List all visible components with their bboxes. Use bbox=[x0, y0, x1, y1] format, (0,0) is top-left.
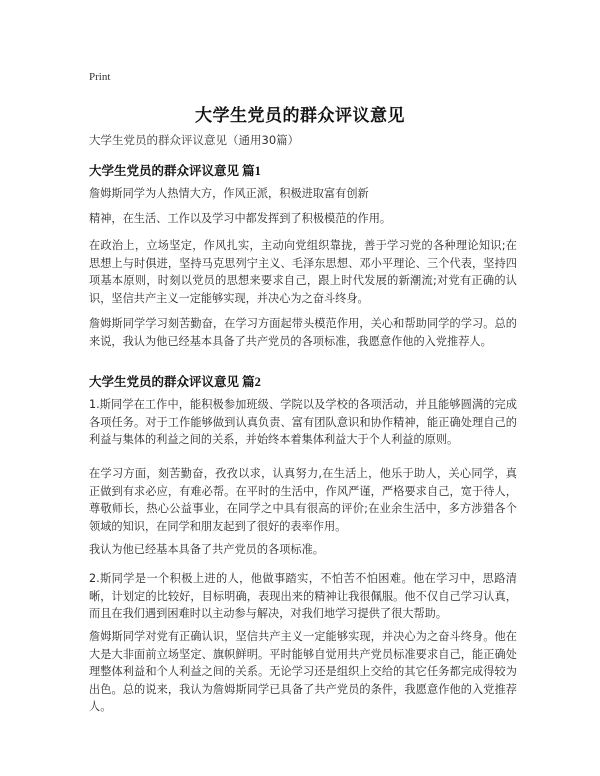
print-link[interactable]: Print bbox=[89, 71, 111, 83]
section-2-paragraph-3: 我认为他已经基本具备了共产党员的各项标准。 bbox=[89, 543, 324, 556]
section-1-paragraph-4: 詹姆斯同学学习刻苦勤奋，在学习方面起带头模范作用，关心和帮助同学的学习。总的来说，我认为他已经基本具备了共产党员的各项标准，我愿意作他的入党推荐人。 bbox=[89, 317, 517, 348]
document-subtitle: 大学生党员的群众评议意见（通用30篇） bbox=[89, 133, 300, 147]
section-heading-1: 大学生党员的群众评议意见 篇1 bbox=[89, 164, 261, 178]
section-1-paragraph-2: 精神，在生活、工作以及学习中都发挥到了积极模范的作用。 bbox=[89, 212, 392, 225]
section-1-paragraph-3: 在政治上，立场坚定，作风扎实，主动向党组织靠拢，善于学习党的各种理论知识;在思想上与时俱进，坚持马克思列宁主义、毛泽东思想、邓小平理论、三个代表，坚持四项基本原则，时刻以党员的思想来要求自己，跟上时代发展的新潮流;对党有正确的认识，坚信共产主义一定能够实现，并决心为之奋斗终身。 bbox=[89, 239, 517, 305]
section-2-paragraph-1: 1.斯同学在工作中，能积极参加班级、学院以及学校的各项活动，并且能够圆满的完成各项任务。对于工作能够做到认真负责、富有团队意识和协作精神，能正确处理自己的利益与集体的利益之间的关系，并始终本着集体利益大于个人利益的原则。 bbox=[89, 398, 517, 446]
section-2-paragraph-4: 2.斯同学是一个积极上进的人，他做事踏实，不怕苦不怕困难。他在学习中，思路清晰，计划定的比较好，目标明确，表现出来的精神让我很佩服。他不仅自己学习认真，而且在我们遇到困难时以主动参与解决，对我们地学习提供了很大帮助。 bbox=[89, 572, 517, 620]
section-heading-2: 大学生党员的群众评议意见 篇2 bbox=[89, 375, 261, 389]
section-2-paragraph-2: 在学习方面，刻苦勤奋，孜孜以求，认真努力,在生活上，他乐于助人，关心同学，真正做到有求必应，有难必帮。在平时的生活中，作风严谨，严格要求自己，宽于待人，尊敬师长，热心公益事业，在同学之中具有很高的评价;在业余生活中，多方涉猎各个领域的知识，在同学和朋友起到了很好的表率作用。 bbox=[89, 467, 517, 533]
page-title: 大学生党员的群众评议意见 bbox=[195, 106, 405, 126]
section-1-paragraph-1: 詹姆斯同学为人热情大方，作风正派，积极进取富有创新 bbox=[89, 187, 369, 200]
section-2-paragraph-5: 詹姆斯同学对党有正确认识，坚信共产主义一定能够实现，并决心为之奋斗终身。他在大是大非面前立场坚定、旗帜鲜明。平时能够自觉用共产党员标准要求自己，能正确处理整体利益和个人利益之间的关系。无论学习还是组织上交给的其它任务都完成得较为出色。总的说来，我认为詹姆斯同学已具备了共产党员的条件，我愿意作他的入党推荐人。 bbox=[89, 630, 517, 713]
